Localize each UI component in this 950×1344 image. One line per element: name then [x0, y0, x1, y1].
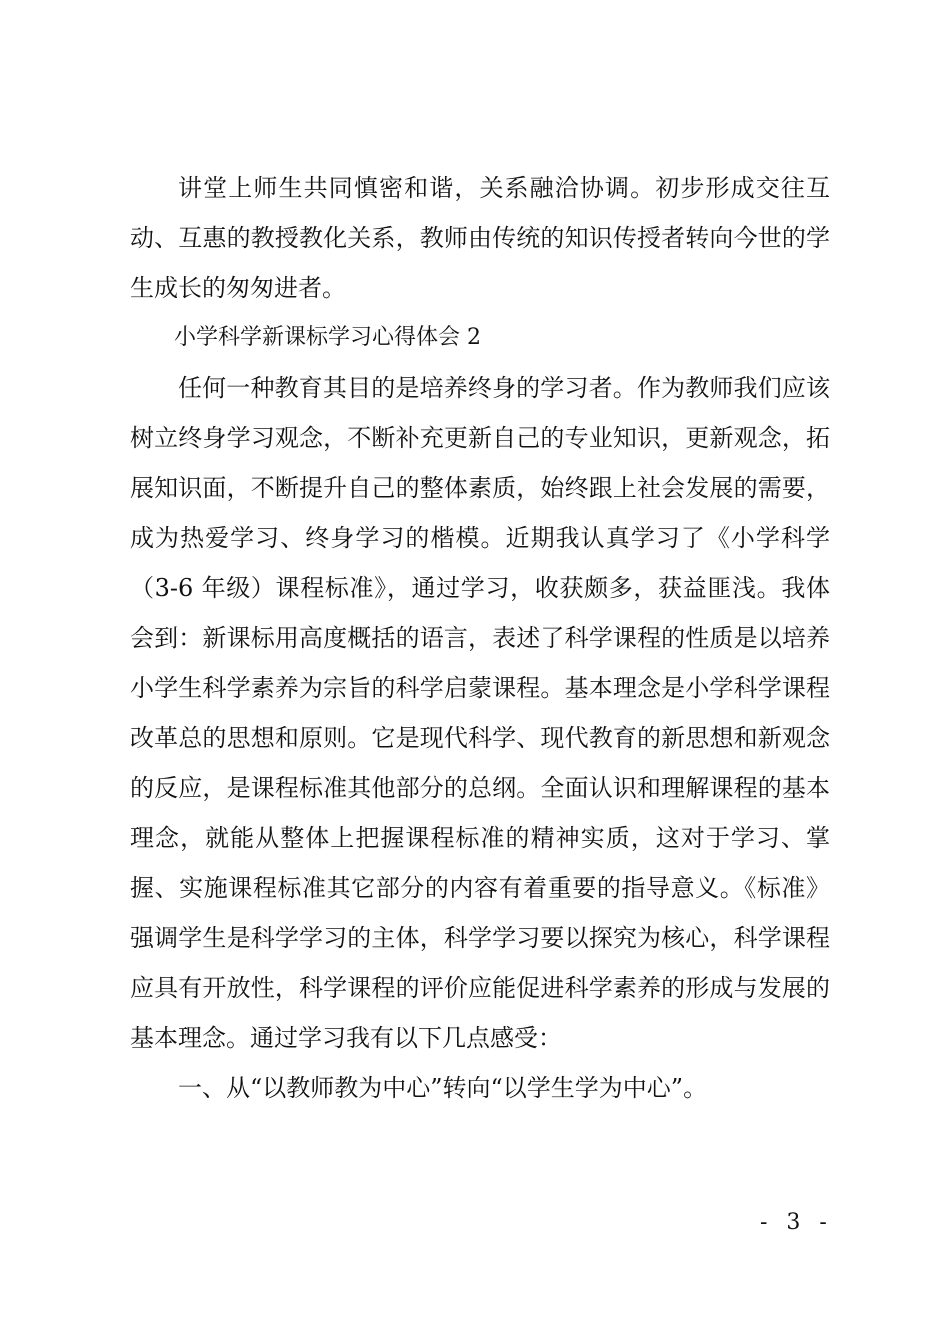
- paragraph-continued: 讲堂上师生共同慎密和谐，关系融洽协调。初步形成交往互动、互惠的教授教化关系，教师由传统的知识传授者转向今世的学生成长的匆匆进者。: [130, 174, 830, 302]
- paragraph-main: 任何一种教育其目的是培养终身的学习者。作为教师我们应该树立终身学习观念，不断补充更新自己的专业知识，更新观念，拓展知识面，不断提升自己的整体素质，始终跟上社会发展的需要，成为热爱学习、终身学习的楷模。近期我认真学习了《小学科学（3-6 年级）课程标准》，通过学习，收获颇多，获益匪浅。我体会到：新课标用高度概括的语言，表述了科学课程的性质是以培养小学生科学素养为宗旨的科学启蒙课程。基本理念是小学科学课程改革总的思想和原则。它是现代科学、现代教育的新思想和新观念的反应，是课程标准其他部分的总纲。全面认识和理解课程的基本理念，就能从整体上把握课程标准的精神实质，这对于学习、掌握、实施课程标准其它部分的内容有着重要的指导意义。《标准》强调学生是科学学习的主体，科学学习要以探究为核心，科学课程应具有开放性，科学课程的评价应能促进科学素养的形成与发展的基本理念。通过学习我有以下几点感受：: [130, 374, 830, 1052]
- section-title: 小学科学新课标学习心得体会 2: [174, 325, 481, 350]
- page-number: - 3 -: [760, 1210, 833, 1235]
- paragraph-point-one: 一、从“以教师教为中心”转向“以学生学为中心”。: [178, 1074, 708, 1102]
- document-body: [130, 163, 830, 1113]
